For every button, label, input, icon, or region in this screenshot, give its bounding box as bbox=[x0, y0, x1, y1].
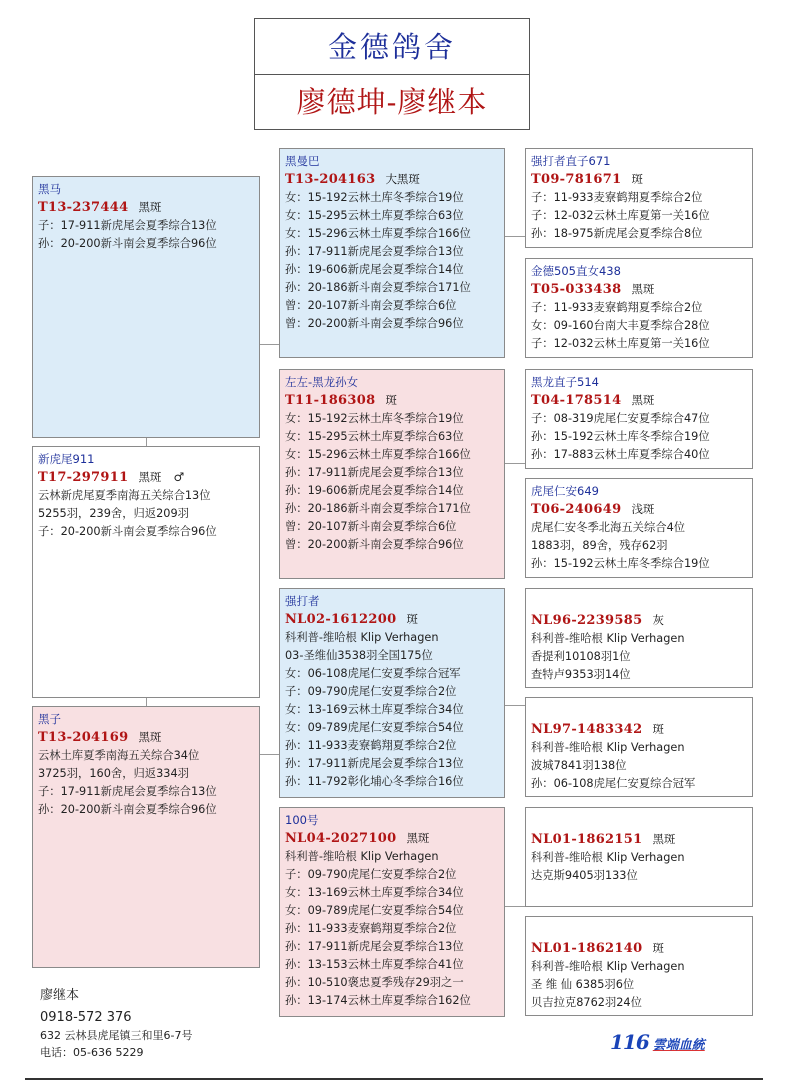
owner-phone: 0918-572 376 bbox=[40, 1010, 132, 1025]
logo bbox=[610, 1030, 725, 1054]
record-line: 子：12-032云林土库夏第一关16位 bbox=[531, 337, 710, 350]
record-line: 科利普-维哈根 Klip Verhagen bbox=[285, 631, 439, 644]
record-line: 云林新虎尾夏季南海五关综合13位 bbox=[38, 489, 211, 502]
pigeon-color: 斑 bbox=[631, 172, 643, 186]
record-line: 女：13-169云林土库夏季综合34位 bbox=[285, 886, 464, 899]
loft-name: 金德鸽舍 bbox=[255, 19, 529, 75]
record-line: 女：09-160台南大丰夏季综合28位 bbox=[531, 319, 710, 332]
pigeon-color: 斑 bbox=[652, 722, 664, 736]
pigeon-name: 100号 bbox=[285, 813, 319, 827]
record-line: 孙：10-510褒忠夏季残存29羽之一 bbox=[285, 976, 464, 989]
ring-number: NL02-1612200 bbox=[285, 612, 397, 627]
male-icon: ♂ bbox=[173, 470, 185, 484]
record-line: 子：11-933麦寮鹤翔夏季综合2位 bbox=[531, 191, 703, 204]
ring-number: NL01-1862151 bbox=[531, 832, 643, 847]
record-line: 子：17-911新虎尾会夏季综合13位 bbox=[38, 219, 217, 232]
record-line: 科利普-维哈根 Klip Verhagen bbox=[531, 632, 685, 645]
subject-card[interactable] bbox=[32, 446, 260, 698]
record-line: 孙：17-911新虎尾会夏季综合13位 bbox=[285, 466, 464, 479]
record-line: 孙：11-792彰化埔心冬季综合16位 bbox=[285, 775, 464, 788]
ring-number: NL01-1862140 bbox=[531, 941, 643, 956]
owner-contact-name: 廖继本 bbox=[40, 988, 80, 1003]
sire-sire-card[interactable] bbox=[279, 148, 505, 358]
ring-number: T13-204169 bbox=[38, 730, 129, 745]
pigeon-name: 强打者直子671 bbox=[531, 154, 611, 168]
record-line: 子：11-933麦寮鹤翔夏季综合2位 bbox=[531, 301, 703, 314]
ring-number: NL04-2027100 bbox=[285, 831, 397, 846]
dam-dam-card[interactable] bbox=[279, 807, 505, 1017]
record-line: 女：09-789虎尾仁安夏季综合54位 bbox=[285, 904, 464, 917]
pigeon-color: 斑 bbox=[652, 941, 664, 955]
ddd-card[interactable] bbox=[525, 916, 753, 1016]
record-line: 女：09-789虎尾仁安夏季综合54位 bbox=[285, 721, 464, 734]
ring-number: T13-237444 bbox=[38, 200, 129, 215]
ring-number: T06-240649 bbox=[531, 502, 622, 517]
logo-text: 雲端血統 bbox=[652, 1038, 705, 1053]
sire-dam-card[interactable] bbox=[279, 369, 505, 579]
record-line: 子：09-790虎尾仁安夏季综合2位 bbox=[285, 868, 457, 881]
record-line: 3725羽，160舍，归返334羽 bbox=[38, 767, 189, 780]
record-line: 孙：15-192云林土库冬季综合19位 bbox=[531, 557, 710, 570]
record-line: 曾：20-107新斗南会夏季综合6位 bbox=[285, 520, 457, 533]
record-line: 子：12-032云林土库夏第一关16位 bbox=[531, 209, 710, 222]
record-line: 贝吉拉克8762羽24位 bbox=[531, 996, 642, 1009]
sdd-card[interactable] bbox=[525, 478, 753, 578]
pigeon-name: 金德505直女438 bbox=[531, 264, 621, 278]
pigeon-color: 黑斑 bbox=[138, 470, 162, 484]
logo-number: 116 bbox=[610, 1030, 649, 1054]
record-line: 孙：13-153云林土库夏季综合41位 bbox=[285, 958, 464, 971]
ring-number: T13-204163 bbox=[285, 172, 376, 187]
pigeon-name: 新虎尾911 bbox=[38, 452, 95, 466]
record-line: 孙：17-911新虎尾会夏季综合13位 bbox=[285, 757, 464, 770]
record-line: 孙：18-975新虎尾会夏季综合8位 bbox=[531, 227, 703, 240]
record-line: 女：15-296云林土库夏季综合166位 bbox=[285, 448, 471, 461]
record-line: 女：13-169云林土库夏季综合34位 bbox=[285, 703, 464, 716]
record-line: 虎尾仁安冬季北海五关综合4位 bbox=[531, 521, 686, 534]
record-line: 女：15-296云林土库夏季综合166位 bbox=[285, 227, 471, 240]
ring-number: T05-033438 bbox=[531, 282, 622, 297]
record-line: 1883羽，89舍，残存62羽 bbox=[531, 539, 668, 552]
connector bbox=[504, 236, 526, 237]
record-line: 子：20-200新斗南会夏季综合96位 bbox=[38, 525, 217, 538]
record-line: 香提利10108羽1位 bbox=[531, 650, 631, 663]
record-line: 女：06-108虎尾仁安夏季综合冠军 bbox=[285, 667, 461, 680]
ring-number: T17-297911 bbox=[38, 470, 129, 485]
record-line: 女：15-192云林土库冬季综合19位 bbox=[285, 191, 464, 204]
sss-card[interactable] bbox=[525, 148, 753, 248]
pigeon-color: 黑斑 bbox=[652, 832, 676, 846]
record-line: 科利普-维哈根 Klip Verhagen bbox=[531, 851, 685, 864]
record-line: 科利普-维哈根 Klip Verhagen bbox=[531, 960, 685, 973]
ring-number: NL97-1483342 bbox=[531, 722, 643, 737]
record-line: 孙：17-911新虎尾会夏季综合13位 bbox=[285, 940, 464, 953]
pigeon-name: 强打者 bbox=[285, 594, 320, 608]
pigeon-name: 黑子 bbox=[38, 712, 61, 726]
record-line: 5255羽，239舍，归返209羽 bbox=[38, 507, 189, 520]
ring-number: T11-186308 bbox=[285, 393, 376, 408]
record-line: 孙：20-200新斗南会夏季综合96位 bbox=[38, 803, 217, 816]
pigeon-color: 灰 bbox=[652, 613, 664, 627]
connector bbox=[504, 705, 526, 706]
dss-card[interactable] bbox=[525, 588, 753, 688]
owner-info bbox=[40, 986, 192, 1061]
dsd-card[interactable] bbox=[525, 697, 753, 797]
pigeon-color: 黑斑 bbox=[631, 393, 655, 407]
record-line: 孙：20-186新斗南会夏季综合171位 bbox=[285, 502, 471, 515]
record-line: 曾：20-200新斗南会夏季综合96位 bbox=[285, 538, 464, 551]
record-line: 波城7841羽138位 bbox=[531, 759, 627, 772]
record-line: 孙：17-911新虎尾会夏季综合13位 bbox=[285, 245, 464, 258]
pigeon-name: 虎尾仁安649 bbox=[531, 484, 599, 498]
record-line: 云林土库夏季南海五关综合34位 bbox=[38, 749, 200, 762]
record-line: 子：17-911新虎尾会夏季综合13位 bbox=[38, 785, 217, 798]
record-line: 子：09-790虎尾仁安夏季综合2位 bbox=[285, 685, 457, 698]
ring-number: T09-781671 bbox=[531, 172, 622, 187]
pigeon-name: 黑龙直子514 bbox=[531, 375, 599, 389]
record-line: 孙：15-192云林土库冬季综合19位 bbox=[531, 430, 710, 443]
record-line: 孙：19-606新虎尾会夏季综合14位 bbox=[285, 484, 464, 497]
connector bbox=[259, 344, 280, 345]
record-line: 查特卢9353羽14位 bbox=[531, 668, 631, 681]
record-line: 孙：13-174云林土库夏季综合162位 bbox=[285, 994, 471, 1007]
pigeon-color: 浅斑 bbox=[631, 502, 655, 516]
record-line: 孙：19-606新虎尾会夏季综合14位 bbox=[285, 263, 464, 276]
record-line: 孙：17-883云林土库夏季综合40位 bbox=[531, 448, 710, 461]
connector bbox=[504, 463, 526, 464]
record-line: 科利普-维哈根 Klip Verhagen bbox=[531, 741, 685, 754]
record-line: 曾：20-200新斗南会夏季综合96位 bbox=[285, 317, 464, 330]
record-line: 曾：20-107新斗南会夏季综合6位 bbox=[285, 299, 457, 312]
title-box bbox=[254, 18, 530, 130]
owner-tel: 电话：05-636 5229 bbox=[40, 1046, 144, 1059]
sds-card[interactable] bbox=[525, 369, 753, 469]
pigeon-color: 黑斑 bbox=[631, 282, 655, 296]
pigeon-color: 斑 bbox=[406, 612, 418, 626]
record-line: 孙：20-186新斗南会夏季综合171位 bbox=[285, 281, 471, 294]
dam-sire-card[interactable] bbox=[279, 588, 505, 798]
bottom-divider bbox=[25, 1078, 763, 1080]
record-line: 女：15-192云林土库冬季综合19位 bbox=[285, 412, 464, 425]
record-line: 子：08-319虎尾仁安夏季综合47位 bbox=[531, 412, 710, 425]
pigeon-color: 黑斑 bbox=[138, 200, 162, 214]
ring-number: T04-178514 bbox=[531, 393, 622, 408]
record-line: 03-圣维仙3538羽全国175位 bbox=[285, 649, 433, 662]
pigeon-color: 大黑斑 bbox=[385, 172, 420, 186]
connector bbox=[146, 437, 147, 446]
ssd-card[interactable] bbox=[525, 258, 753, 358]
record-line: 孙：06-108虎尾仁安夏综合冠军 bbox=[531, 777, 696, 790]
pigeon-color: 黑斑 bbox=[406, 831, 430, 845]
pigeon-name: 左左-黑龙孙女 bbox=[285, 375, 359, 389]
dds-card[interactable] bbox=[525, 807, 753, 907]
pigeon-color: 斑 bbox=[385, 393, 397, 407]
record-line: 女：15-295云林土库夏季综合63位 bbox=[285, 430, 464, 443]
record-line: 达克斯9405羽133位 bbox=[531, 869, 638, 882]
record-line: 科利普-维哈根 Klip Verhagen bbox=[285, 850, 439, 863]
record-line: 孙：11-933麦寮鹤翔夏季综合2位 bbox=[285, 922, 457, 935]
ring-number: NL96-2239585 bbox=[531, 613, 643, 628]
pigeon-name: 黑马 bbox=[38, 182, 61, 196]
record-line: 圣 维 仙 6385羽6位 bbox=[531, 978, 635, 991]
connector bbox=[504, 906, 526, 907]
owner-name: 廖德坤-廖继本 bbox=[296, 85, 488, 119]
owner-address: 632 云林县虎尾镇三和里6-7号 bbox=[40, 1029, 193, 1042]
connector bbox=[146, 697, 147, 706]
pigeon-color: 黑斑 bbox=[138, 730, 162, 744]
pigeon-name: 黑曼巴 bbox=[285, 154, 320, 168]
connector bbox=[259, 754, 280, 755]
record-line: 孙：11-933麦寮鹤翔夏季综合2位 bbox=[285, 739, 457, 752]
sire-card[interactable] bbox=[32, 176, 260, 438]
record-line: 孙：20-200新斗南会夏季综合96位 bbox=[38, 237, 217, 250]
dam-card[interactable] bbox=[32, 706, 260, 968]
record-line: 女：15-295云林土库夏季综合63位 bbox=[285, 209, 464, 222]
